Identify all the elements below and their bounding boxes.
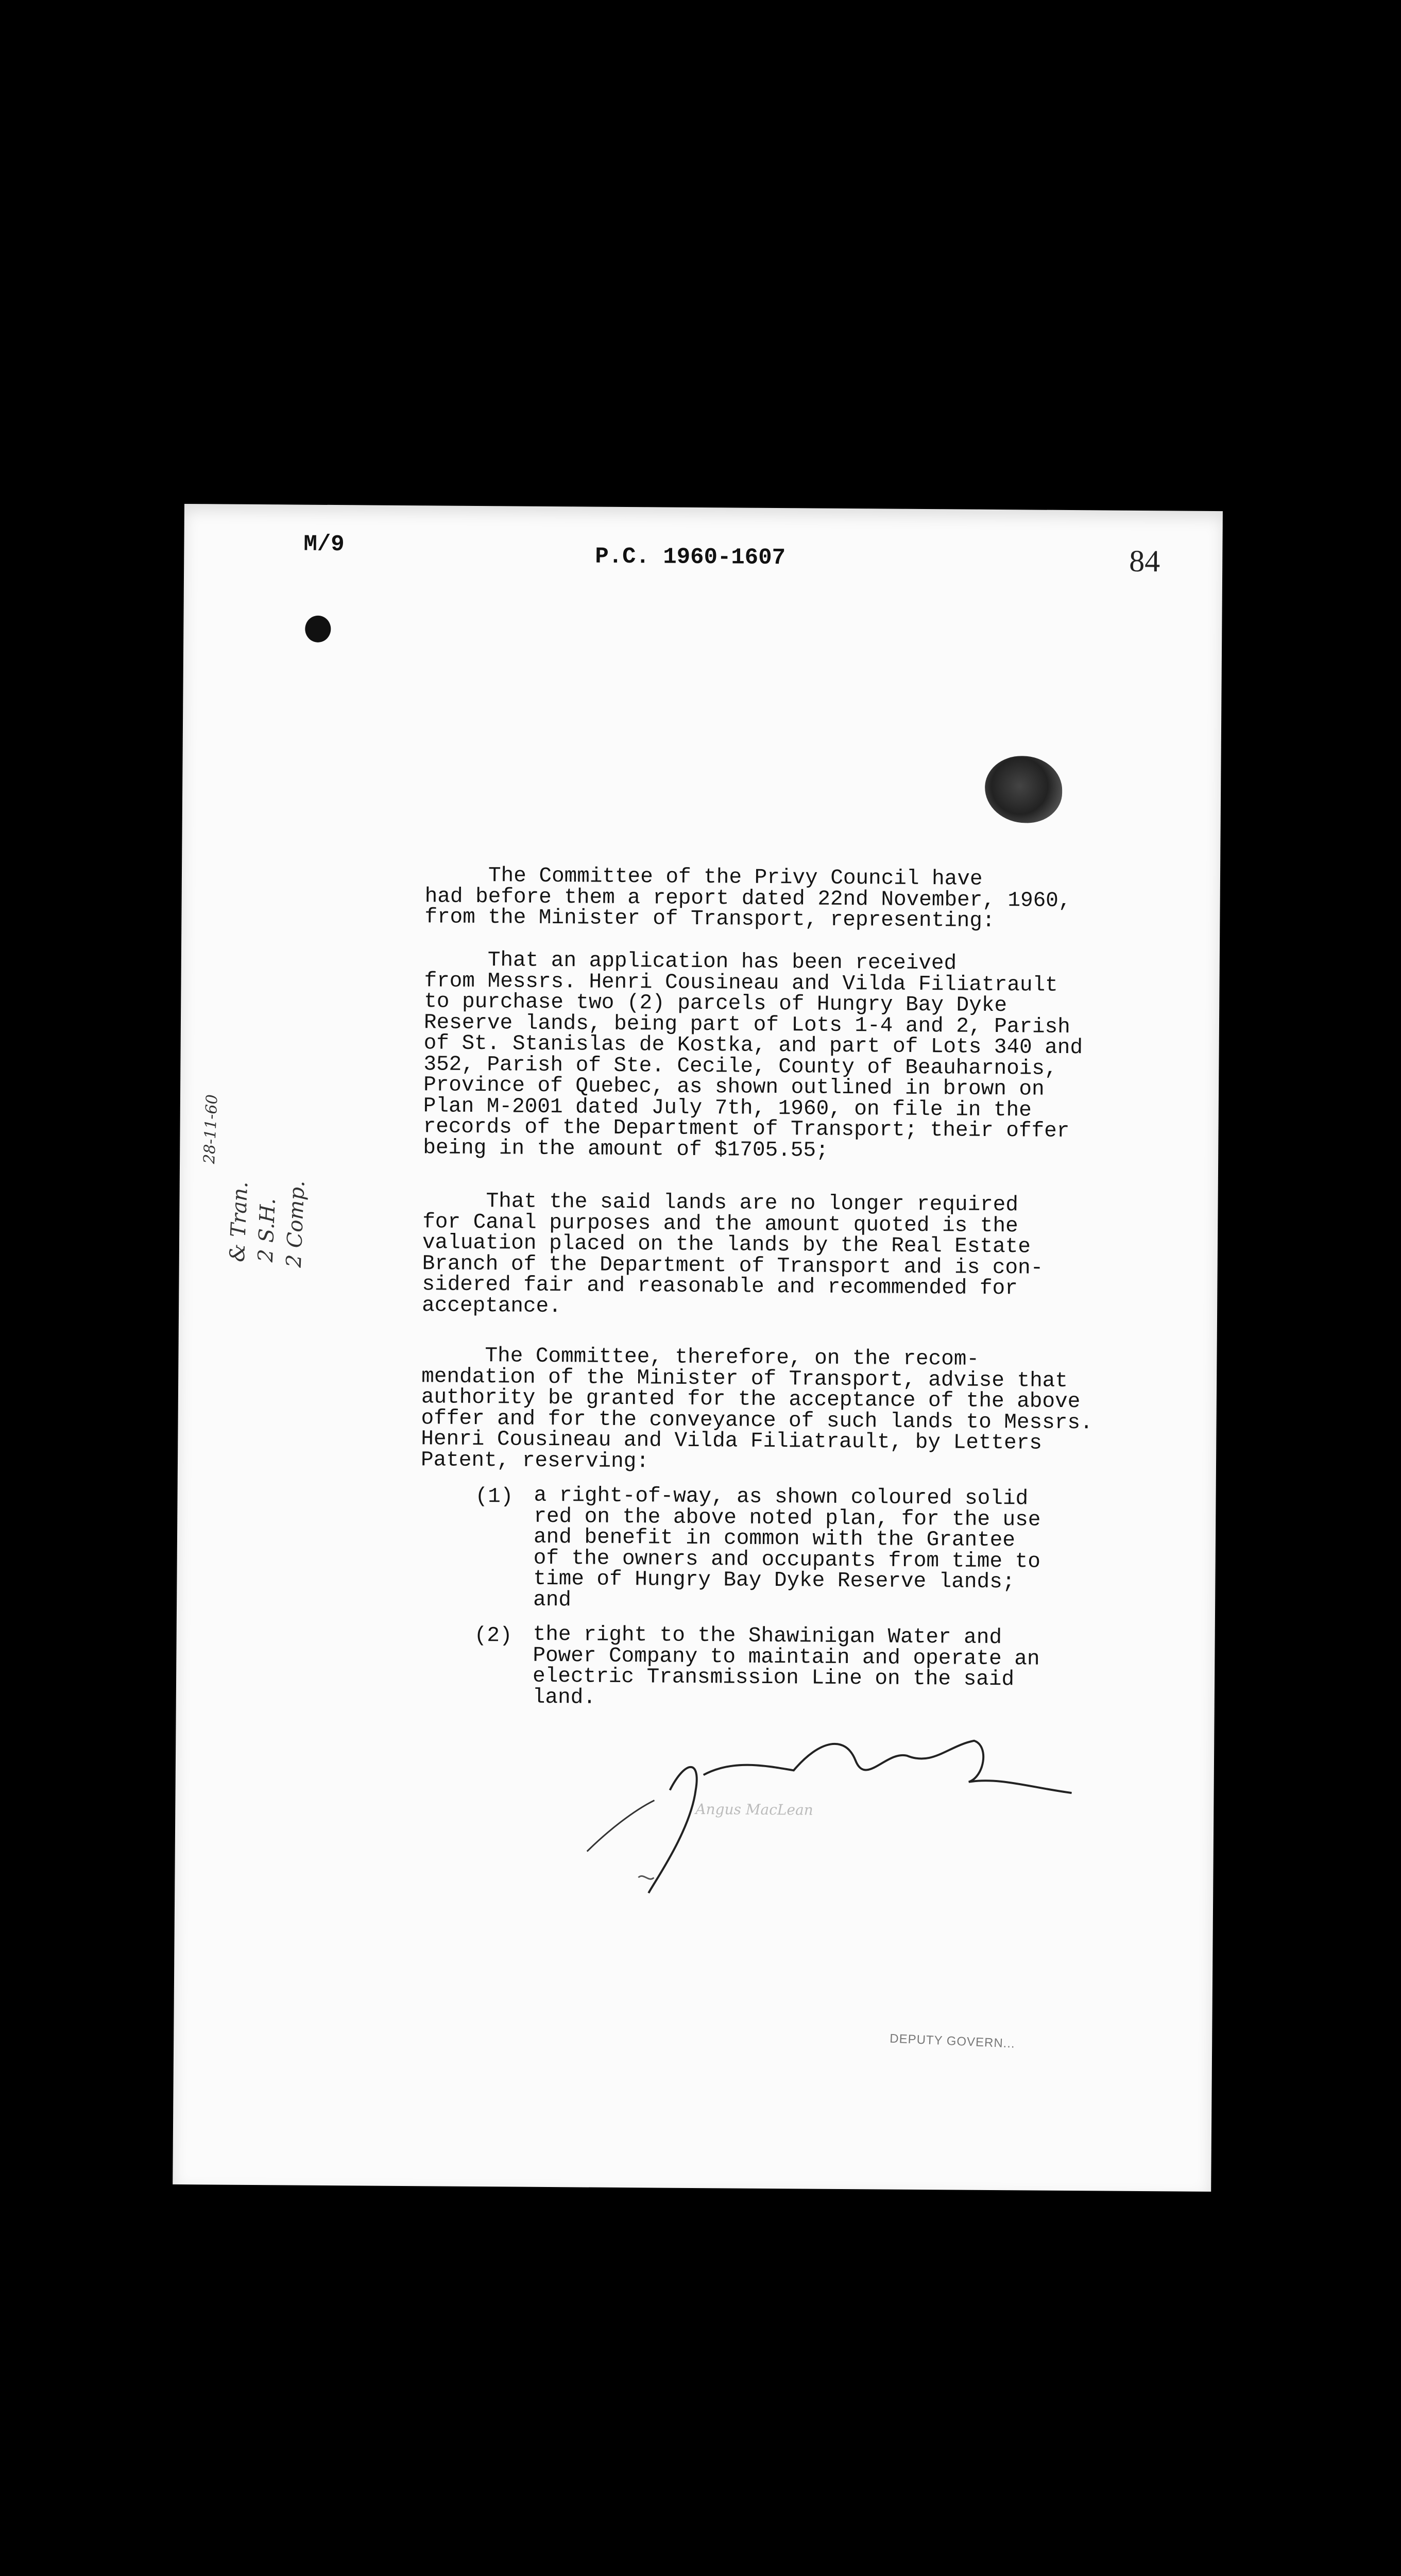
reservation-item-2	[533, 1624, 1040, 1711]
pc-number: P.C. 1960-1607	[595, 544, 786, 571]
text-line: and benefit in common with the Grantee	[533, 1525, 1016, 1553]
text-line: The Committee of the Privy Council have	[424, 863, 983, 891]
signature	[576, 1727, 1092, 1886]
text-line: Reserve lands, being part of Lots 1-4 and 2, Parish	[423, 1010, 1070, 1039]
item-marker: (2)	[474, 1623, 512, 1648]
text-line: of the owners and occupants from time to	[533, 1546, 1041, 1574]
item-marker: (1)	[475, 1484, 514, 1509]
text-line: 352, Parish of Ste. Cecile, County of Beauharnois,	[423, 1052, 1057, 1081]
text-line: acceptance.	[421, 1293, 561, 1318]
text-line: records of the Department of Transport; their offer	[423, 1115, 1070, 1144]
margin-note-2: 2 S.H.	[253, 1197, 280, 1263]
text-line: land.	[532, 1685, 596, 1710]
text-line: to purchase two (2) parcels of Hungry Bay Dyke	[424, 990, 1007, 1018]
text-line: and	[533, 1588, 572, 1612]
text-line: from Messrs. Henri Cousineau and Vilda Filiatrault	[424, 969, 1058, 997]
margin-note-3: 2 Comp.	[282, 1180, 310, 1268]
text-line: time of Hungry Bay Dyke Reserve lands;	[533, 1567, 1015, 1595]
text-line: offer and for the conveyance of such lands to Messrs.	[421, 1406, 1093, 1435]
text-line: a right-of-way, as shown coloured solid	[534, 1483, 1029, 1511]
deputy-governor-stamp: DEPUTY GOVERN...	[889, 2031, 1016, 2051]
document-page	[173, 504, 1223, 2192]
paragraph-application	[423, 950, 1083, 1163]
margin-note-1: & Tran.	[225, 1181, 253, 1263]
page-number: 84	[1129, 544, 1160, 579]
text-line: being in the amount of $1705.55;	[423, 1136, 829, 1163]
text-line: Patent, reserving:	[420, 1448, 650, 1473]
text-line: Henri Cousineau and Vilda Filiatrault, by Letters	[421, 1427, 1043, 1455]
text-line: from the Minister of Transport, representing:	[424, 905, 995, 934]
text-line: electric Transmission Line on the said	[532, 1664, 1015, 1692]
text-line: the right to the Shawinigan Water and	[533, 1622, 1002, 1650]
text-line: Power Company to maintain and operate an	[533, 1643, 1040, 1671]
text-line: authority be granted for the acceptance of the above	[421, 1385, 1081, 1414]
text-line: of St. Stanislas de Kostka, and part of Lots 340 and	[423, 1031, 1083, 1060]
text-line: That an application has been received	[424, 948, 957, 976]
text-line: valuation placed on the lands by the Real Estate	[422, 1231, 1031, 1259]
margin-note-date: 28-11-60	[200, 1094, 221, 1164]
file-code: M/9	[303, 531, 345, 558]
punch-hole	[305, 616, 331, 642]
text-line: Plan M-2001 dated July 7th, 1960, on file in the	[423, 1094, 1032, 1123]
text-line: mendation of the Minister of Transport, advise that	[421, 1364, 1068, 1393]
ink-blot	[985, 756, 1063, 823]
paragraph-recommendation	[421, 1345, 1094, 1475]
text-line: Branch of the Department of Transport and is con-	[422, 1251, 1044, 1280]
text-line: had before them a report dated 22nd November, 1960,	[424, 884, 1071, 913]
signature-name: Angus MacLean	[695, 1800, 813, 1819]
text-line: Province of Quebec, as shown outlined in brown on	[423, 1073, 1045, 1101]
text-line: That the said lands are no longer required	[422, 1189, 1019, 1217]
paragraph-valuation	[422, 1191, 1044, 1320]
text-line: red on the above noted plan, for the use	[534, 1504, 1041, 1532]
paragraph-intro	[424, 865, 1071, 932]
reservation-item-1	[533, 1485, 1041, 1614]
text-line: for Canal purposes and the amount quoted is the	[422, 1210, 1018, 1238]
text-line: The Committee, therefore, on the recom-	[421, 1344, 980, 1371]
signature-graphic	[576, 1727, 1092, 1886]
text-line: sidered fair and reasonable and recommended for	[422, 1273, 1018, 1301]
